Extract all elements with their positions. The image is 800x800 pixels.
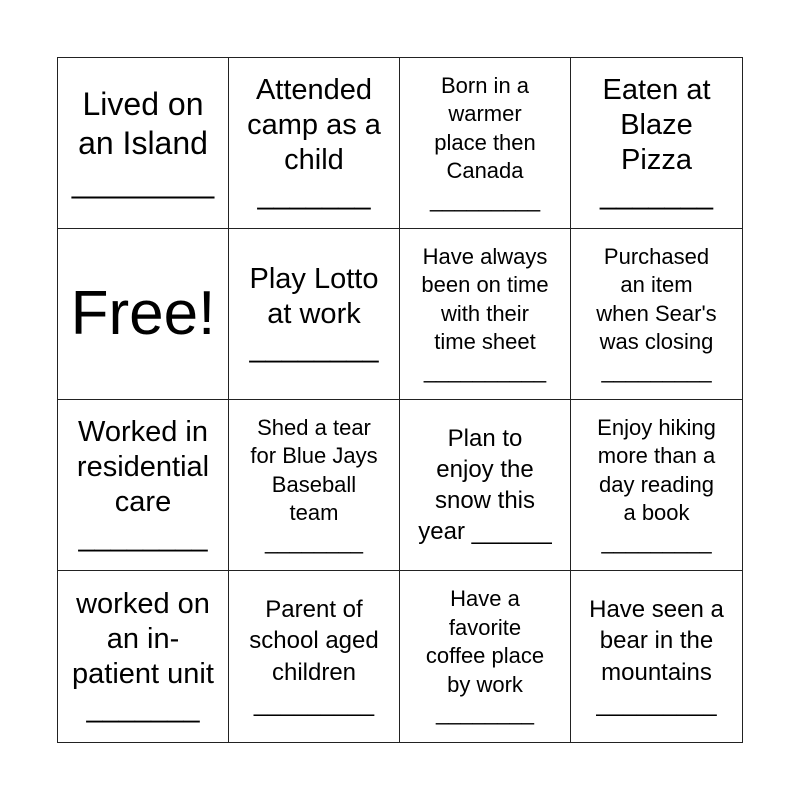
- cell-text-1: Lived on an Island ________: [71, 86, 215, 200]
- cell-text-15: Have a favorite coffee place by work ________: [425, 586, 545, 726]
- cell-text-9: Worked in residential care ________: [76, 416, 210, 553]
- bingo-cell-15[interactable]: [400, 571, 571, 742]
- bingo-board: [57, 57, 743, 743]
- cell-text-7: Have always been on time with their time sheet __________: [421, 243, 549, 383]
- bingo-cell-12[interactable]: [571, 400, 742, 571]
- cell-text-16: Have seen a bear in the mountains _________: [589, 596, 724, 717]
- bingo-cell-3[interactable]: [400, 58, 571, 229]
- bingo-cell-11[interactable]: [400, 400, 571, 571]
- bingo-cell-2[interactable]: [229, 58, 400, 229]
- bingo-cell-10[interactable]: [229, 400, 400, 571]
- cell-text-12: Enjoy hiking more than a day reading a book _________: [597, 414, 716, 554]
- bingo-cell-1[interactable]: [58, 58, 229, 229]
- cell-text-13: worked on an in- patient unit _______: [72, 587, 214, 725]
- bingo-cell-7[interactable]: [400, 229, 571, 400]
- cell-text-14: Parent of school aged children _________: [249, 596, 379, 717]
- bingo-cell-6[interactable]: [229, 229, 400, 400]
- bingo-cell-free[interactable]: [58, 229, 229, 400]
- cell-text-8: Purchased an item when Sear's was closing _________: [596, 243, 717, 383]
- cell-text-10: Shed a tear for Blue Jays Baseball team ________: [250, 414, 378, 554]
- bingo-cell-14[interactable]: [229, 571, 400, 742]
- cell-text-11: Plan to enjoy the snow this year ______: [418, 424, 552, 546]
- bingo-cell-4[interactable]: [571, 58, 742, 229]
- cell-text-3: Born in a warmer place then Canada _________: [429, 72, 541, 212]
- cell-text-6: Play Lotto at work ________: [249, 262, 379, 365]
- cell-text-4: Eaten at Blaze Pizza _______: [600, 74, 713, 211]
- bingo-cell-8[interactable]: [571, 229, 742, 400]
- cell-text-2: Attended camp as a child _______: [247, 74, 381, 211]
- bingo-cell-16[interactable]: [571, 571, 742, 742]
- cell-text-free: Free!: [70, 279, 216, 348]
- bingo-cell-13[interactable]: [58, 571, 229, 742]
- bingo-cell-9[interactable]: [58, 400, 229, 571]
